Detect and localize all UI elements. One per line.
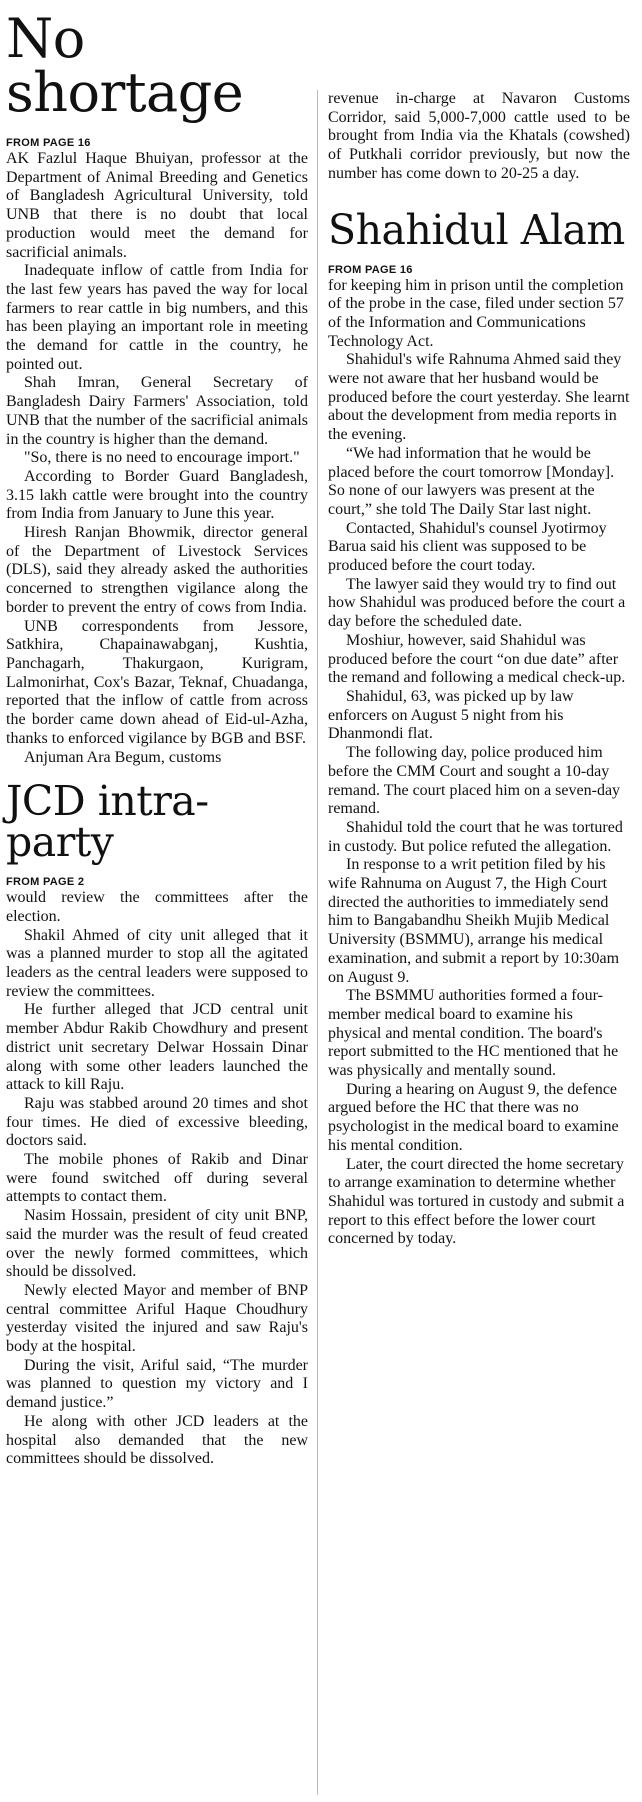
paragraph: Newly elected Mayor and member of BNP central committee Ariful Haque Choudhury yesterday visited the injured and saw Raju's body at the hospital. — [6, 1281, 308, 1356]
paragraph: He further alleged that JCD central unit member Abdur Rakib Chowdhury and present district unit secretary Delwar Hossain Dinar along with some other leaders launched the attack to kill Raju. — [6, 1001, 308, 1094]
paragraph: In response to a writ petition filed by his wife Rahnuma on August 7, the High Court directed the authorities to immediately send him to Bangabandhu Sheikh Mujib Medical University (BSMMU), arrange his medical examination, and submit a report by 10:30am on August 9. — [328, 856, 620, 986]
paragraph: Shah Imran, General Secretary of Bangladesh Dairy Farmers' Association, told UNB that the number of the sacrificial animals in the country is higher than the demand. — [6, 374, 308, 448]
left-column — [6, 0, 308, 1469]
jump-line: FROM PAGE 16 — [328, 263, 413, 276]
article-shahidul-alam — [328, 205, 630, 1250]
paragraph: Contacted, Shahidul's counsel Jyotirmoy Barua said his client was supposed to be produced before the court today. — [328, 519, 607, 575]
paragraph: Shahidul told the court that he was tortured in custody. But police refuted the allegation. — [328, 818, 623, 855]
paragraph: Hiresh Ranjan Bhowmik, director general of the Department of Livestock Services (DLS), said they already asked the authorities concerned to strengthen vigilance along the border to prevent the entry of cows from India. — [6, 524, 308, 616]
paragraph: Shahidul, 63, was picked up by law enforcers on August 5 night from his Dhanmondi flat. — [328, 687, 574, 743]
article-jcd-intra-party — [6, 777, 308, 1469]
paragraph: would review the committees after the election. — [6, 889, 308, 925]
paragraph: According to Border Guard Bangladesh, 3.15 lakh cattle were brought into the country from India from January to June this year. — [6, 467, 308, 523]
paragraph: Inadequate inflow of cattle from India for the last few years has paved the way for local farmers to rear cattle in big numbers, and this has been playing an important role in meeting the demand for cattle in the country, he pointed out. — [6, 262, 308, 373]
paragraph: Moshiur, however, said Shahidul was produced before the court “on due date” after the remand and following a medical check-up. — [328, 631, 626, 687]
paragraph: Raju was stabbed around 20 times and shot four times. He died of excessive bleeding, doctors said. — [6, 1094, 308, 1150]
paragraph: The following day, police produced him before the CMM Court and sought a 10-day remand. The court placed him on a seven-day remand. — [328, 744, 621, 818]
jump-line: FROM PAGE 16 — [6, 137, 91, 149]
article-no-shortage — [6, 7, 308, 767]
paragraph: Later, the court directed the home secretary to arrange examination to determine whether Shahidul was tortured in custody and submit a report to this effect before the lower court concerned by today. — [328, 1155, 625, 1248]
paragraph: During a hearing on August 9, the defence argued before the HC that there was no psychologist in the medical board to examine his mental condition. — [328, 1080, 619, 1154]
paragraph: for keeping him in prison until the completion of the probe in the case, filed under section 57 of the Information and Communications Technology Act. — [328, 276, 624, 350]
paragraph: During the visit, Ariful said, “The murder was planned to question my victory and I demand justice.” — [6, 1356, 308, 1412]
headline-shahidul-alam: Shahidul Alam — [328, 205, 625, 254]
paragraph: Anjuman Ara Begum, customs — [24, 748, 222, 766]
paragraph: “We had information that he would be placed before the court tomorrow [Monday]. So none of our lawyers was present at the court,” she told The Daily Star last night. — [328, 444, 615, 518]
headline-no-shortage: No shortage — [6, 7, 244, 124]
headline-jcd-intra-party: JCD intra-party — [6, 777, 209, 867]
paragraph: The mobile phones of Rakib and Dinar were found switched off during several attempts to contact them. — [6, 1151, 308, 1206]
paragraph: "So, there is no need to encourage import." — [24, 449, 300, 467]
jump-line: FROM PAGE 2 — [6, 876, 85, 889]
paragraph: The lawyer said they would try to find out how Shahidul was produced before the court a day before the scheduled date. — [328, 575, 626, 631]
paragraph: AK Fazlul Haque Bhuiyan, professor at the Department of Animal Breeding and Genetics of Bangladesh Agricultural University, told UNB that there is no doubt that local production would meet the demand for sacrificial animals. — [6, 150, 308, 261]
paragraph: The BSMMU authorities formed a four-member medical board to examine his physical and mental condition. The board's report submitted to the HC mentioned that he was physically and mentally sound. — [328, 987, 619, 1080]
paragraph: Nasim Hossain, president of city unit BNP, said the murder was the result of feud created over the newly formed committees, which should be dissolved. — [6, 1207, 308, 1281]
paragraph-continued: revenue in-charge at Navaron Customs Corridor, said 5,000-7,000 cattle used to be brought from India via the Khatals (cowshed) of Putkhali corridor previously, but now the number has come down to 20-25 a day. — [328, 90, 630, 182]
right-column — [328, 90, 630, 1249]
column-rule — [317, 90, 318, 1795]
paragraph: He along with other JCD leaders at the hospital also demanded that the new committees should be dissolved. — [6, 1412, 308, 1468]
paragraph: Shahidul's wife Rahnuma Ahmed said they were not aware that her husband would be produced before the court yesterday. She learnt about the development from media reports in the evening. — [328, 351, 630, 444]
paragraph: UNB correspondents from Jessore, Satkhira, Chapainawabganj, Kushtia, Panchagarh, Thakurgaon, Kurigram, Lalmonirhat, Cox's Bazar, Teknaf, Chuadanga, reported that the inflow of cattle from across the border came down ahead of Eid-ul-Azha, thanks to enforced vigilance by BGB and BSF. — [6, 617, 308, 747]
paragraph: Shakil Ahmed of city unit alleged that it was a planned murder to stop all the agitated leaders as the central leaders were supposed to review the committees. — [6, 926, 308, 1000]
